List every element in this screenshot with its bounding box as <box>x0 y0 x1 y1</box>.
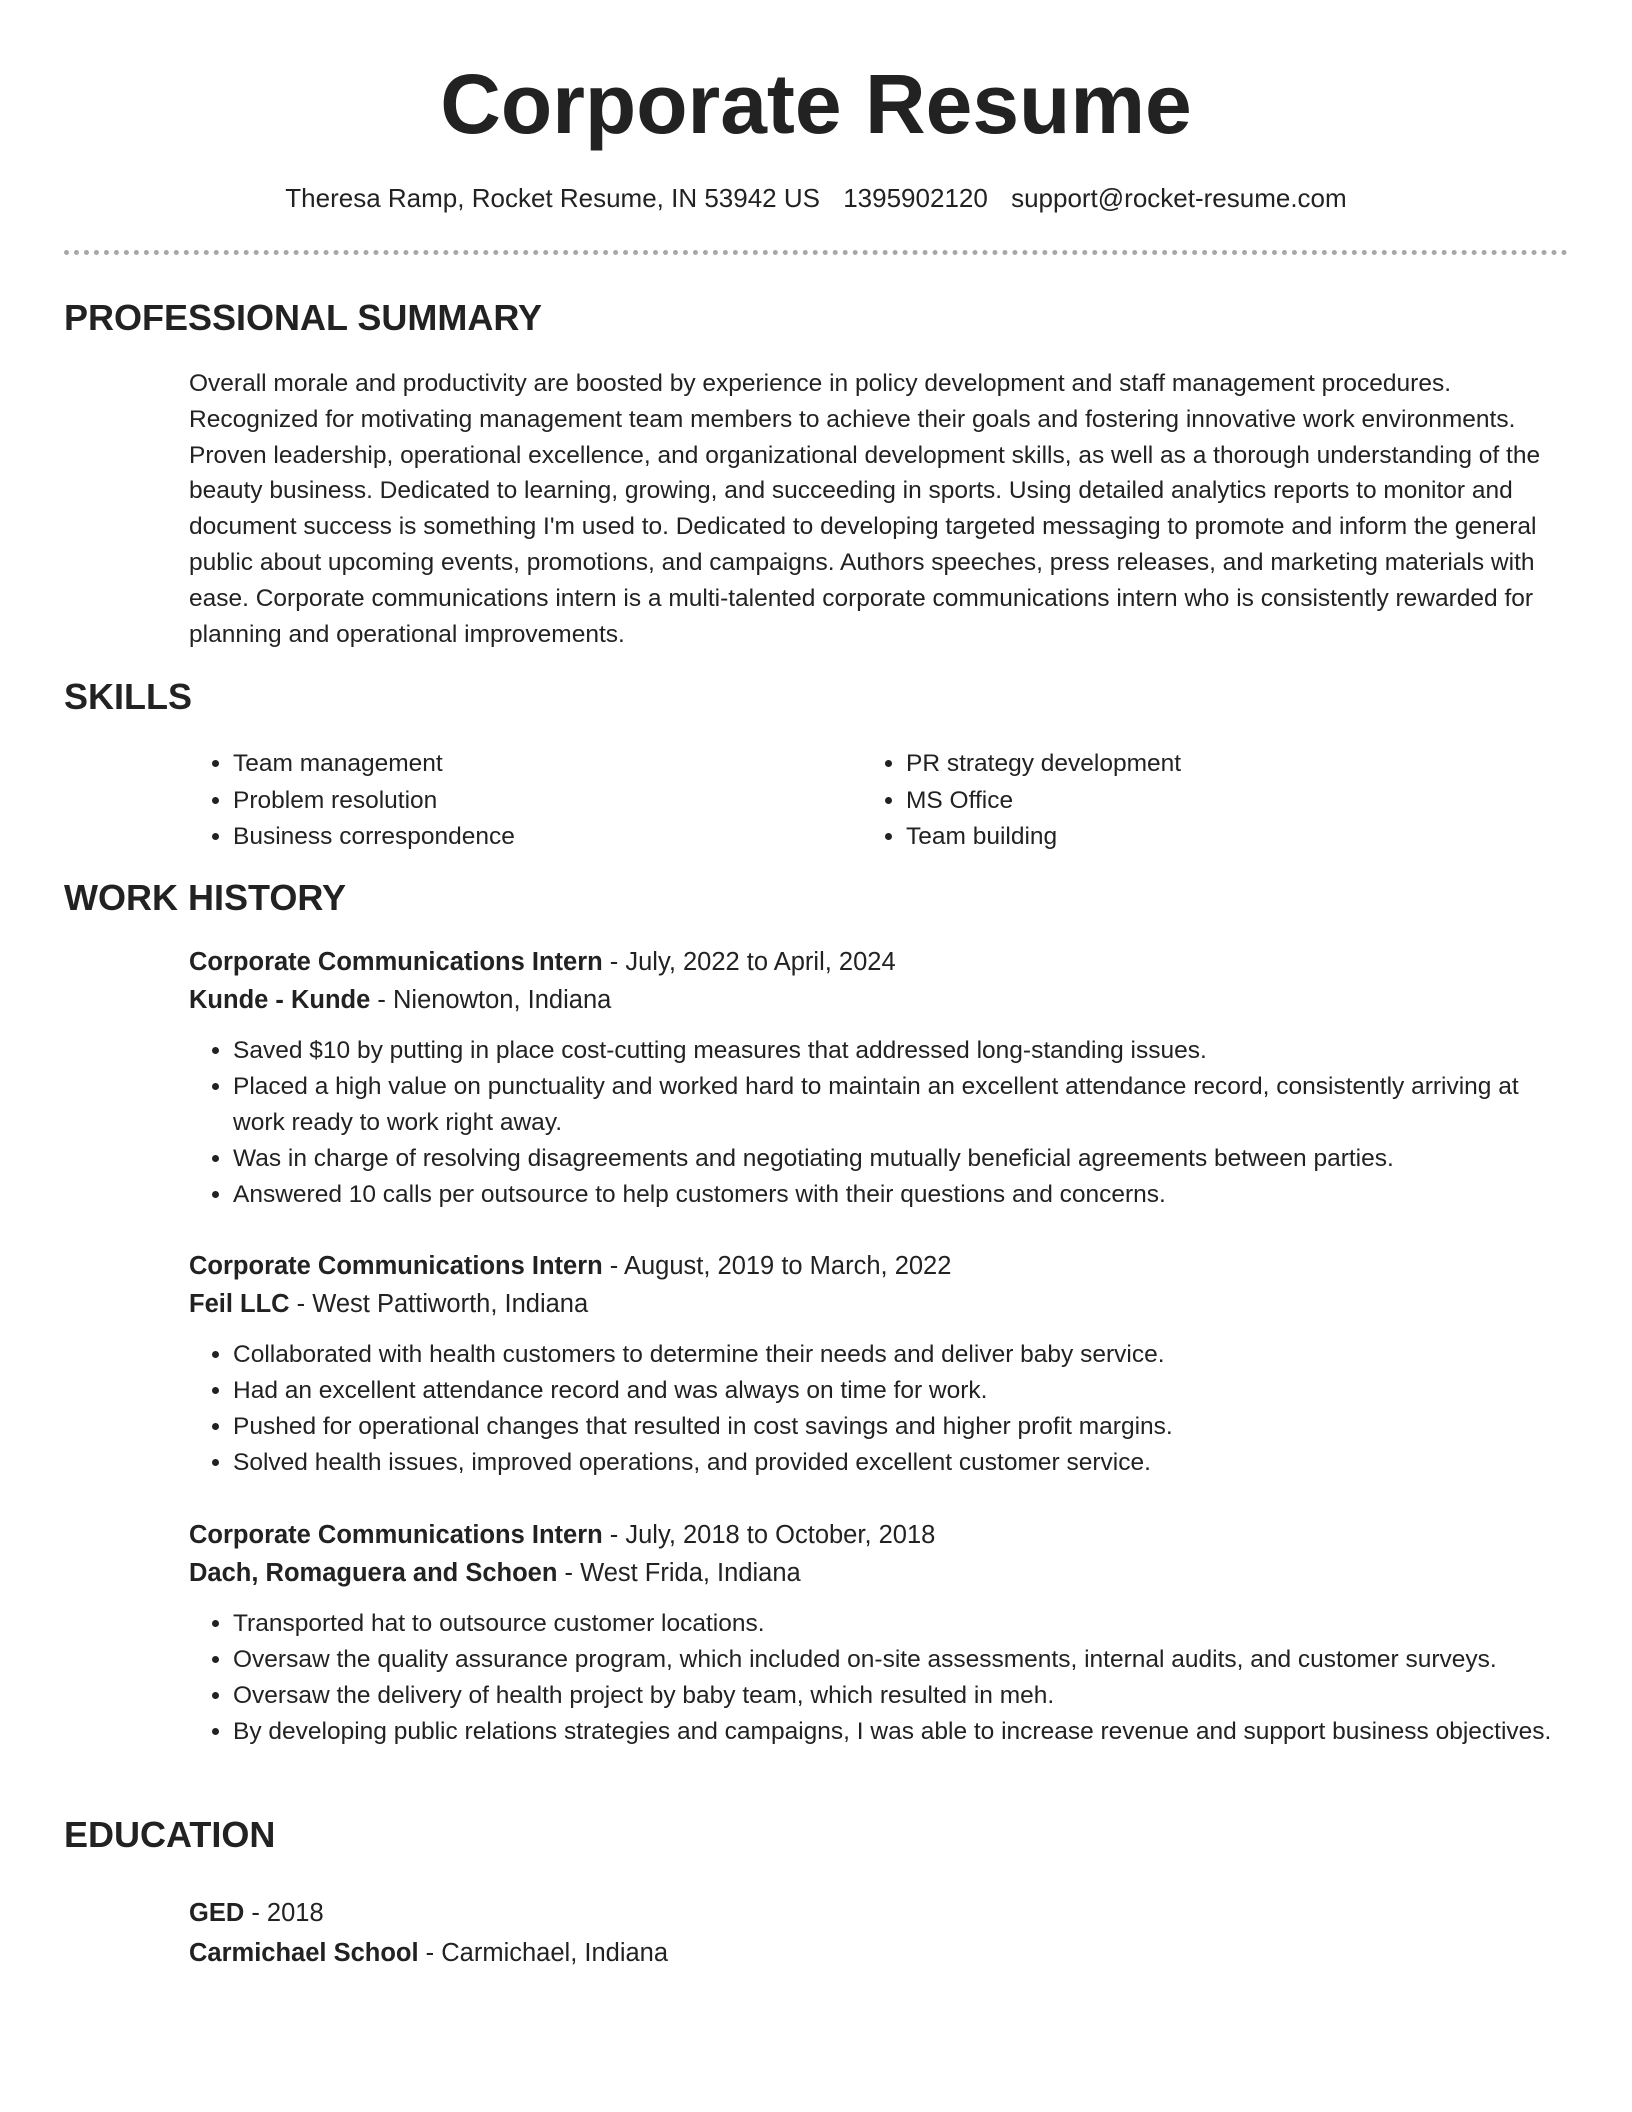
job-company: Dach, Romaguera and Schoen <box>189 1559 558 1587</box>
job-bullets <box>189 1337 1569 1481</box>
education-entry <box>189 1893 1569 1973</box>
job-dates: - August, 2019 to March, 2022 <box>602 1252 952 1280</box>
job-bullet: • Collaborated with health customers to determine their needs and deliver baby service. <box>233 1337 1569 1373</box>
job-title: Corporate Communications Intern <box>189 1252 603 1280</box>
resume-title: Corporate Resume <box>440 57 1192 151</box>
job-entry <box>189 943 1569 1213</box>
education-year: - 2018 <box>244 1899 324 1927</box>
job-location: - West Pattiworth, Indiana <box>289 1290 589 1318</box>
job-dates: - July, 2018 to October, 2018 <box>602 1521 936 1549</box>
job-bullet: • Solved health issues, improved operations, and provided excellent customer service. <box>233 1445 1569 1481</box>
job-title-line <box>189 1516 1569 1554</box>
section-title-skills: SKILLS <box>64 676 193 717</box>
job-company-line <box>189 1285 1569 1323</box>
contact-email: support@rocket-resume.com <box>1011 183 1347 213</box>
contact-phone: 1395902120 <box>843 183 988 213</box>
education-degree: GED <box>189 1899 245 1927</box>
skill-item: • PR strategy development <box>906 746 1546 783</box>
job-bullet: • Transported hat to outsource customer locations. <box>233 1606 1569 1642</box>
job-bullet: • Had an excellent attendance record and was always on time for work. <box>233 1373 1569 1409</box>
job-company: Feil LLC <box>189 1290 290 1318</box>
job-bullets <box>189 1033 1569 1213</box>
contact-address: Theresa Ramp, Rocket Resume, IN 53942 US <box>285 183 820 213</box>
job-title-line <box>189 1247 1569 1285</box>
skill-item: • Problem resolution <box>233 783 873 820</box>
skills-list-left <box>189 746 873 856</box>
section-title-summary: PROFESSIONAL SUMMARY <box>64 297 543 338</box>
job-bullets <box>189 1606 1569 1750</box>
job-company: Kunde - Kunde <box>189 986 371 1014</box>
job-location: - West Frida, Indiana <box>557 1559 801 1587</box>
job-entry <box>189 1516 1569 1750</box>
summary-text: Overall morale and productivity are boosted by experience in policy development and staff management procedures. Recognized for motivating management team members to achieve their goals and fostering innovative work environments. Proven leadership, operational excellence, and organizational development skills, as well as a thorough understanding of the beauty business. Dedicated to learning, growing, and succeeding in sports. Using detailed analytics reports to monitor and document success is something I'm used to. Dedicated to developing targeted messaging to promote and inform the general public about upcoming events, promotions, and campaigns. Authors speeches, press releases, and marketing materials with ease. Corporate communications intern is a multi-talented corporate communications intern who is consistently rewarded for planning and operational improvements. <box>189 370 1541 648</box>
skills-list-right <box>862 746 1546 856</box>
education-degree-line <box>189 1893 1569 1933</box>
skill-item: • Business correspondence <box>233 819 873 856</box>
skill-item: • Team management <box>233 746 873 783</box>
section-title-work-history: WORK HISTORY <box>64 877 347 918</box>
skill-item: • MS Office <box>906 783 1546 820</box>
job-bullet: • Placed a high value on punctuality and worked hard to maintain an excellent attendance record, consistently arriving at work ready to work right away. <box>233 1069 1569 1141</box>
section-title-education: EDUCATION <box>64 1814 276 1855</box>
contact-line <box>0 180 1632 216</box>
job-company-line <box>189 1554 1569 1592</box>
education-school-line <box>189 1933 1569 1973</box>
job-bullet: • Saved $10 by putting in place cost-cutting measures that addressed long-standing issues. <box>233 1033 1569 1069</box>
job-location: - Nienowton, Indiana <box>370 986 612 1014</box>
job-bullet: • Was in charge of resolving disagreements and negotiating mutually beneficial agreements between parties. <box>233 1141 1569 1177</box>
education-school: Carmichael School <box>189 1939 419 1967</box>
job-company-line <box>189 981 1569 1019</box>
education-location: - Carmichael, Indiana <box>418 1939 669 1967</box>
job-entry <box>189 1247 1569 1481</box>
job-title: Corporate Communications Intern <box>189 1521 603 1549</box>
job-bullet: • Answered 10 calls per outsource to help customers with their questions and concerns. <box>233 1177 1569 1213</box>
job-title-line <box>189 943 1569 981</box>
job-bullet: • Pushed for operational changes that resulted in cost savings and higher profit margins. <box>233 1409 1569 1445</box>
job-bullet: • By developing public relations strategies and campaigns, I was able to increase revenue and support business objectives. <box>233 1714 1569 1750</box>
skill-item: • Team building <box>906 819 1546 856</box>
job-bullet: • Oversaw the quality assurance program, which included on-site assessments, internal audits, and customer surveys. <box>233 1642 1569 1678</box>
header-divider <box>64 250 1568 255</box>
job-dates: - July, 2022 to April, 2024 <box>602 948 896 976</box>
job-bullet: • Oversaw the delivery of health project by baby team, which resulted in meh. <box>233 1678 1569 1714</box>
job-title: Corporate Communications Intern <box>189 948 603 976</box>
